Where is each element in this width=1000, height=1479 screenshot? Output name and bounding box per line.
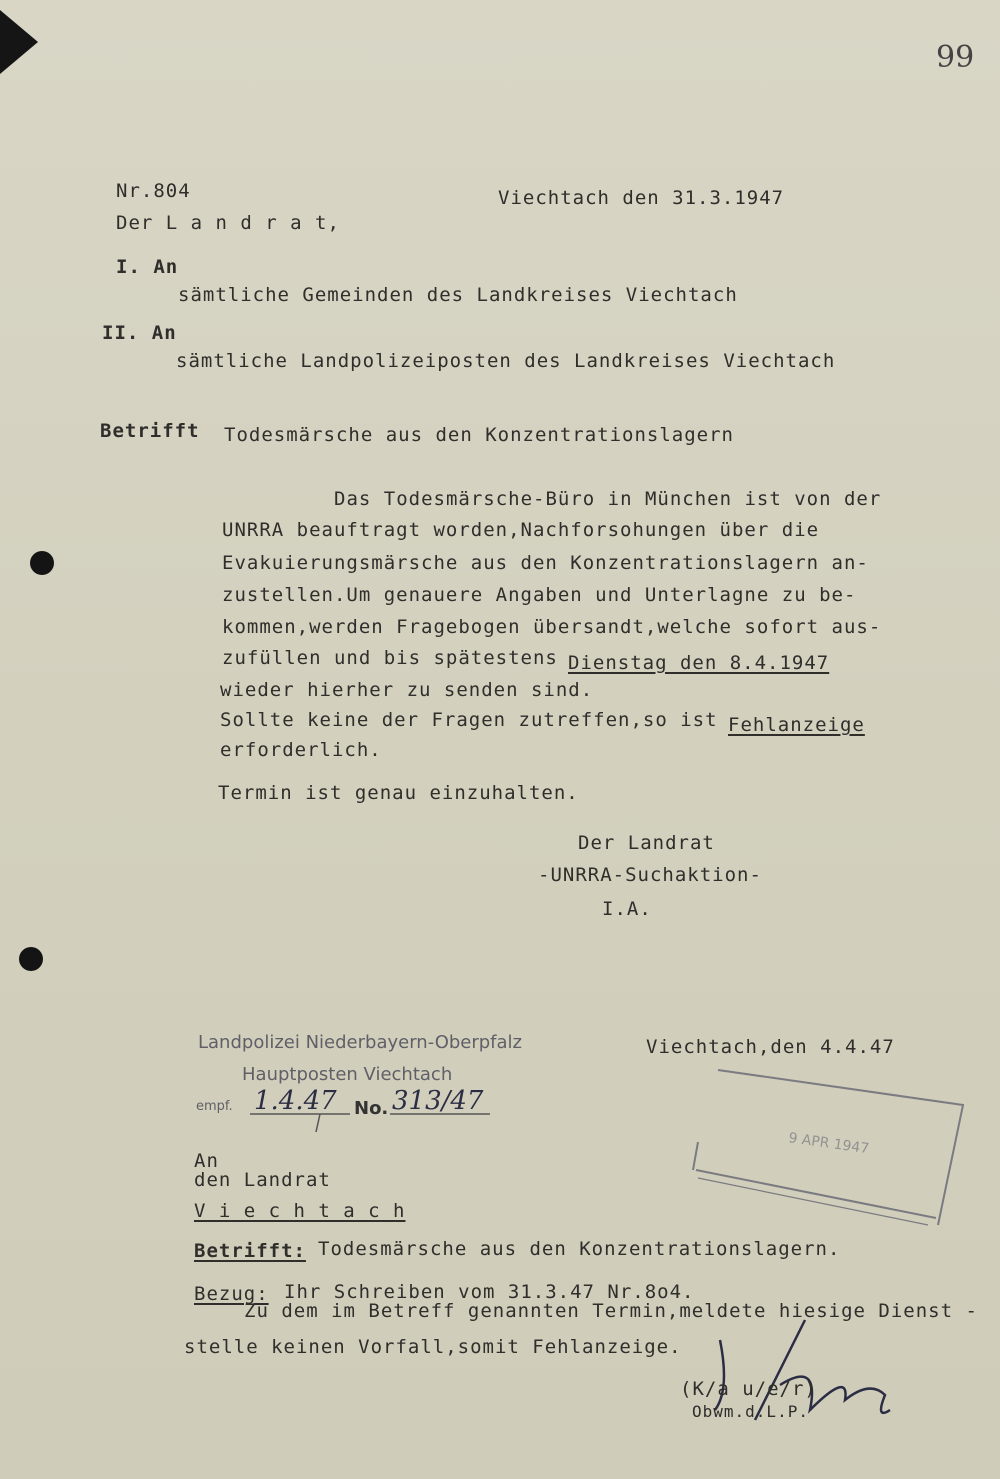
- reply-to-line-3: V i e c h t a c h: [194, 1200, 406, 1222]
- reply-to-line-2: den Landrat: [194, 1169, 331, 1191]
- body-line-8: Sollte keine der Fragen zutreffen,so ist: [220, 709, 718, 731]
- incoming-stamp-date: 9 APR 1947: [787, 1130, 871, 1158]
- stamp-line-2: Hauptposten Viechtach: [242, 1064, 453, 1085]
- stamp-no-value: 313/47: [392, 1086, 484, 1116]
- stamp-no-label: No.: [354, 1098, 389, 1119]
- subject-label: Betrifft: [100, 420, 200, 442]
- stamp-empf-value: 1.4.47: [254, 1086, 337, 1116]
- body-line-4: zustellen.Um genauere Angaben und Unterlagne zu be-: [222, 584, 857, 606]
- reply-body-line-1: Zu dem im Betreff genannten Termin,meldete hiesige Dienst -: [244, 1300, 978, 1322]
- reply-subject-label: Betrifft:: [194, 1240, 306, 1262]
- signature-unrra: -UNRRA-Suchaktion-: [538, 864, 762, 886]
- punch-hole-bottom: [19, 947, 43, 971]
- body-line-1: Das Todesmärsche-Büro in München ist von der: [334, 488, 882, 510]
- body-line-5: kommen,werden Fragebogen übersandt,welche sofort aus-: [222, 616, 882, 638]
- reply-signature-line-2: Obwm.d.L.P.: [692, 1402, 809, 1421]
- body-line-3: Evakuierungsmärsche aus den Konzentrationslagern an-: [222, 552, 869, 574]
- recipient-1-text: sämtliche Gemeinden des Landkreises Viechtach: [178, 284, 738, 306]
- stamp-line-1: Landpolizei Niederbayern-Oberpfalz: [198, 1032, 522, 1053]
- reply-reference-text: Ihr Schreiben vom 31.3.47 Nr.8o4.: [284, 1281, 695, 1303]
- reply-signature-line-1: (K/a u/e/r): [680, 1378, 817, 1400]
- body-line-6: zufüllen und bis spätestens: [222, 647, 558, 669]
- recipient-1-numeral: I. An: [116, 256, 179, 278]
- reply-to-line-1: An: [194, 1150, 219, 1172]
- stamp-underlines: [240, 1108, 500, 1138]
- subject-text: Todesmärsche aus den Konzentrationslagern: [224, 424, 734, 446]
- stamp-empf-label: empf.: [196, 1099, 233, 1114]
- recipient-2-numeral: II. An: [102, 322, 177, 344]
- reply-body-line-2: stelle keinen Vorfall,somit Fehlanzeige.: [184, 1336, 682, 1358]
- recipient-2-text: sämtliche Landpolizeiposten des Landkreises Viechtach: [176, 350, 836, 372]
- page-number: 99: [936, 40, 975, 75]
- corner-marker: [0, 10, 38, 74]
- signature-landrat: Der Landrat: [578, 832, 715, 854]
- deadline: Dienstag den 8.4.1947: [568, 652, 830, 674]
- nil-report: Fehlanzeige: [728, 714, 865, 736]
- punch-hole-top: [30, 551, 54, 575]
- reply-reference-label: Bezug:: [194, 1283, 269, 1305]
- place-date: Viechtach den 31.3.1947: [498, 187, 785, 209]
- sender: Der L a n d r a t,: [116, 212, 340, 234]
- termin-line: Termin ist genau einzuhalten.: [218, 782, 579, 804]
- body-line-7: wieder hierher zu senden sind.: [220, 679, 594, 701]
- incoming-stamp: [688, 1050, 968, 1240]
- document-number: Nr.804: [116, 180, 191, 202]
- signature-ia: I.A.: [602, 898, 652, 920]
- body-line-2: UNRRA beauftragt worden,Nachforsohungen über die: [222, 519, 820, 541]
- reply-place-date: Viechtach,den 4.4.47: [646, 1036, 895, 1058]
- reply-subject-text: Todesmärsche aus den Konzentrationslagern.: [318, 1238, 841, 1260]
- body-line-9: erforderlich.: [220, 739, 382, 761]
